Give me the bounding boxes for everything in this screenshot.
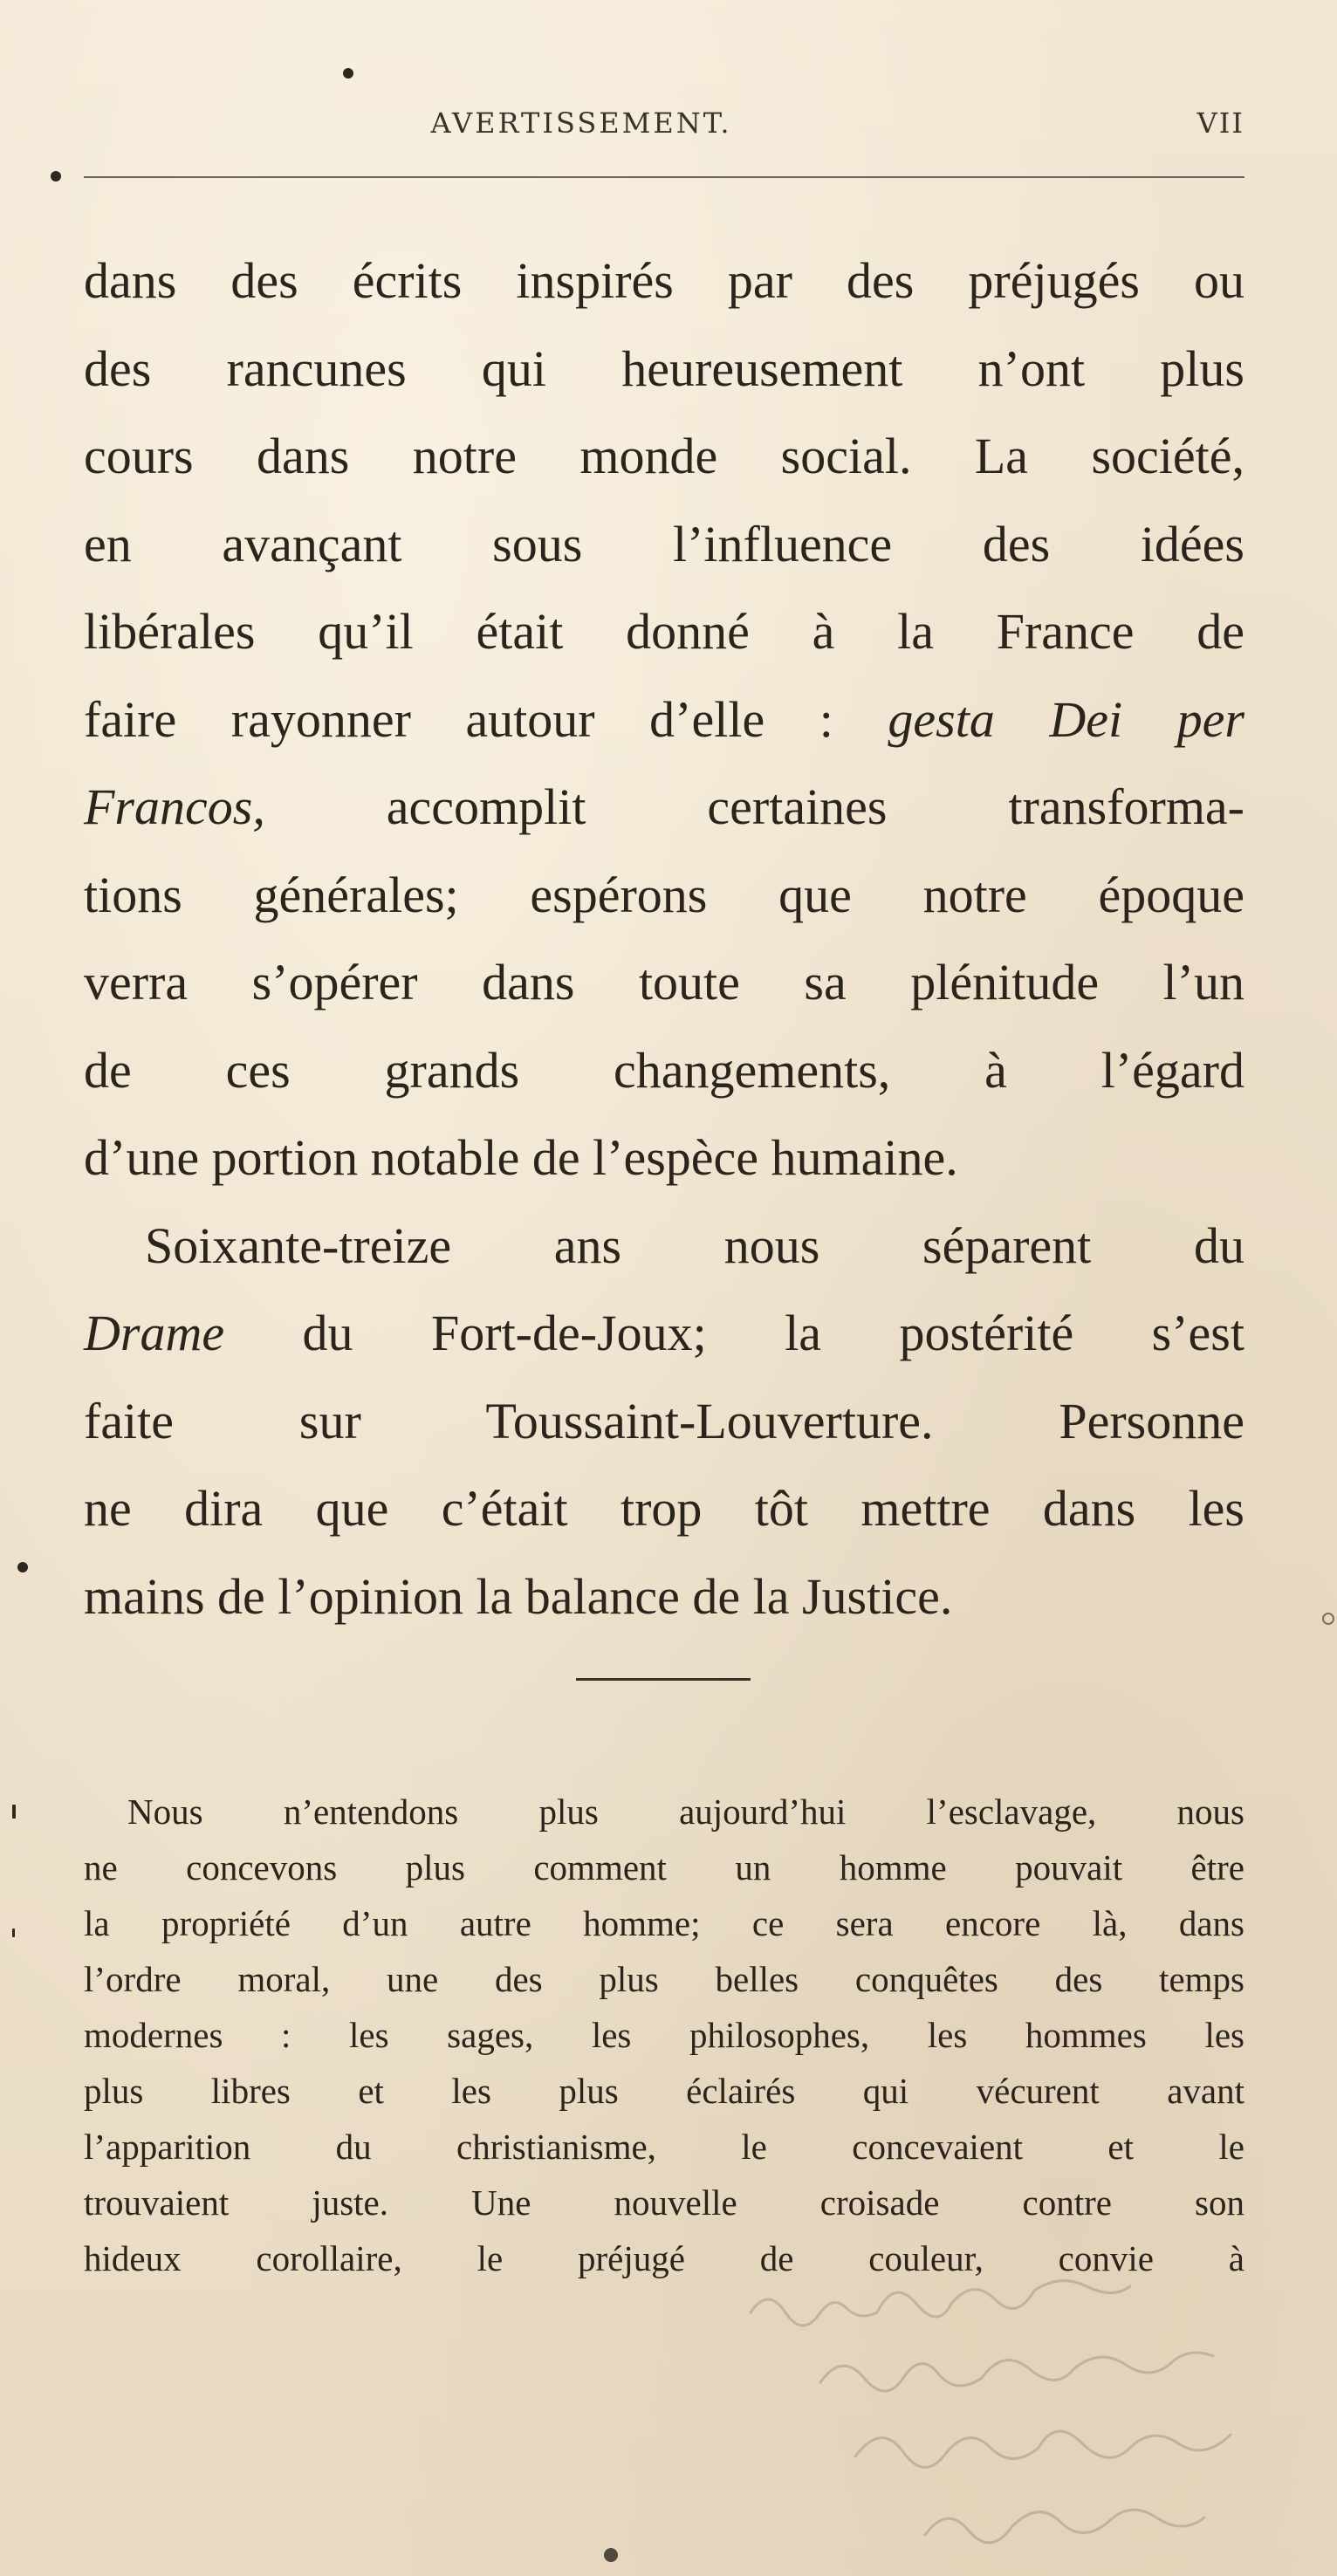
text-line: des rancunes qui heureusement n’ont plus: [84, 339, 1244, 397]
running-head: [84, 106, 1244, 150]
text-line: mains de l’opinion la balance de la Justice.: [84, 1567, 953, 1625]
text-line: en avançant sous l’influence des idées: [84, 515, 1244, 572]
text-line: dans des écrits inspirés par des préjugés ou: [84, 252, 1244, 309]
text-line: libérales qu’il était donné à la France de: [84, 603, 1244, 660]
text-line: [84, 676, 1244, 764]
footnote-line: l’apparition du christianisme, le concevaient et le: [84, 2127, 1244, 2167]
text-line: cours dans notre monde social. La société,: [84, 428, 1244, 484]
ink-speck: [51, 171, 61, 182]
margin-tick: [12, 1805, 16, 1819]
text-line: ne dira que c’était trop tôt mettre dans les: [84, 1480, 1244, 1537]
text-segment: faire rayonner autour d’elle :: [84, 690, 888, 748]
ink-speck: [604, 2548, 618, 2562]
latin-phrase: gesta Dei per: [888, 690, 1244, 748]
body-text: [84, 237, 1244, 1641]
text-segment: du Fort-de-Joux; la postérité s’est: [224, 1305, 1244, 1361]
latin-phrase: Francos,: [84, 778, 265, 835]
running-title: AVERTISSEMENT.: [430, 106, 732, 140]
text-line: verra s’opérer dans toute sa plénitude l’un: [84, 954, 1244, 1011]
footnote-line: ne concevons plus comment un homme pouvait être: [84, 1847, 1244, 1887]
pencil-annotation: [724, 2234, 1335, 2566]
margin-dot: [17, 1562, 28, 1572]
page-number: VII: [1196, 106, 1244, 140]
text-line: d’une portion notable de l’espèce humaine.: [84, 1129, 958, 1186]
text-line: de ces grands changements, à l’égard: [84, 1041, 1244, 1099]
footnote-line: la propriété d’un autre homme; ce sera encore là, dans: [84, 1903, 1244, 1943]
text-line: faite sur Toussaint-Louverture. Personne: [84, 1392, 1244, 1449]
footnote-line: modernes : les sages, les philosophes, les hommes les: [84, 2015, 1244, 2055]
footnote-line: plus libres et les plus éclairés qui vécurent avant: [84, 2071, 1244, 2111]
text-line: [84, 1290, 1244, 1378]
header-rule: [84, 176, 1244, 178]
margin-mark: [1322, 1613, 1334, 1625]
text-segment: accomplit certaines transforma-: [264, 778, 1244, 835]
italic-title: Drame: [84, 1305, 225, 1361]
footnote-line: hideux corollaire, le préjugé de couleur, convie à: [84, 2238, 1244, 2278]
footnote-line: Nous n’entendons plus aujourd’hui l’esclavage, nous: [127, 1792, 1244, 1832]
text-line: tions générales; espérons que notre époque: [84, 866, 1244, 923]
text-line: Soixante-treize ans nous séparent du: [145, 1216, 1244, 1274]
text-line: [84, 764, 1244, 852]
footnote: [84, 1784, 1244, 2286]
footnote-line: l’ordre moral, une des plus belles conquêtes des temps: [84, 1959, 1244, 1999]
margin-tick: [12, 1929, 15, 1937]
footnote-line: trouvaient juste. Une nouvelle croisade contre son: [84, 2182, 1244, 2223]
footnote-separator: [576, 1678, 751, 1681]
ink-speck: [343, 68, 353, 79]
